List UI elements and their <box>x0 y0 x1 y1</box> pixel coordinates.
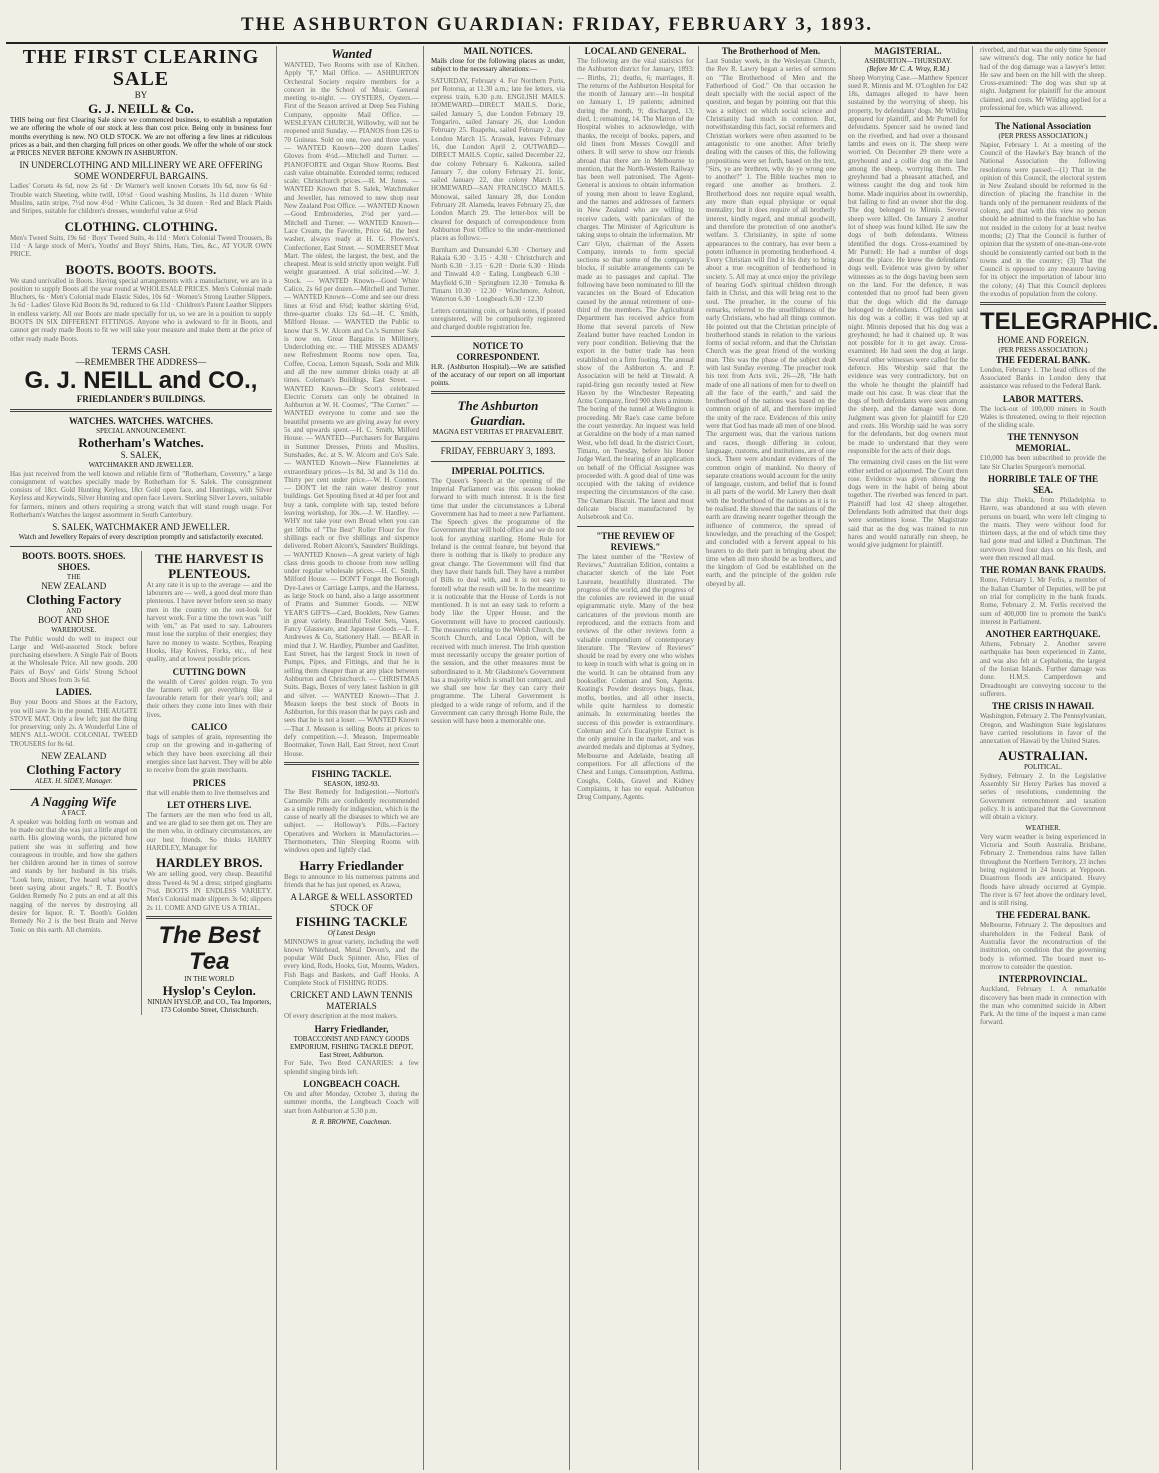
harvest-heading: THE HARVEST IS PLENTEOUS. <box>155 550 264 581</box>
column-3 <box>427 46 570 1470</box>
mail-intro: Mails close for the following places as under, subject to the necessary alterations:— <box>431 57 565 74</box>
coach-body: On and after Monday, October 3, during the summer months, the Longbeach Coach will start from Ashburton at 5.30 p.m. <box>284 1090 419 1115</box>
political: POLITICAL. <box>1024 763 1062 772</box>
column-4 <box>573 46 699 1470</box>
boot-shoe-label: BOOT AND SHOE <box>38 615 110 626</box>
telegraphic: TELEGRAPHIC. <box>980 308 1159 336</box>
clothing-list: Men's Tweed Suits, 19s 6d · Boys' Tweed Suits, 4s 11d · Men's Colonial Tweed Trousers, 8s 11d · A large stock of Men's, Youths' and Boys' Shirts, Hats, Ties, &c., AT YOUR OWN PRICE. <box>10 233 272 259</box>
fishing-tackle-heading: FISHING TACKLE. <box>311 768 392 779</box>
brotherhood-heading: The Brotherhood of Men. <box>721 46 821 56</box>
salek-sub: Watch and Jewellery Repairs of every description promptly and satisfactorily executed. <box>18 533 264 542</box>
column-6 <box>844 46 973 1470</box>
interprov-body: Auckland, February 1. A remarkable discovery has been made in connection with the man who committed suicide in Albert Park. At the time of the inquest a man came forward. <box>980 985 1106 1027</box>
brotherhood-body: Last Sunday week, in the Wesleyan Church, the Rev R. Lawry began a series of sermons on "The Brotherhood of Men and the Fatherhood of God." On that occasion he dealt specially with the social aspect of the question, and began by pointing out that this was a subject on which social science and Christianity had much in common. But, notwithstanding this fact, social reformers and Christian workers were often assumed to be antagonistic to one another. After briefly dealing with the causes of this, the following propositions were set forth, based on the text, "Sirs, ye are brethren, why do ye wrong one to another?" 1. The Bible teaches men to regard one another as brothers. 2. Brotherhood does not require equal wealth, any more than equal physique or equal mentality; but it does require of all brotherly interest, kindly regard, and mutual goodwill, and therefore the protection of one another's welfare. 3. Christianity, in spite of some appearances to the contrary, has ever been a potent influence in promoting brotherhood. 4. Every Christian will find it his duty to bring about a true recognition of brotherhood in society. 5. All may at once enjoy the privilege of hearing God's spiritual children through faith in Christ, and this will bring rest to the soul. The preacher, in the course of his remarks, referred to the unselfishness of the early Christians, who had all things common. He pointed out that the Christian principle of brotherhood stands in relation to the various forms of social reform, and that the Christian Church was the great friend of the working man. This was the phase of the subject dealt with last Sunday evening. The preacher took his text from Acts xvii., 26—28, "He hath made of one all nations of men for to dwell on all the face of the earth," and said the brotherhood of the nations was based on the common origin of all, and therefore implied the unity of the race. Evidences of this unity were that God has made all men of one blood. The argument was, that the various nations and races, though differing in colour, language, customs, and institutions, are of one stock. There were abundant evidences of the common origin of mankind. No theory of separate creations would account for the unity of language, custom, and belief that is found in all parts of the world. Mr Lawry then dealt with the brotherhood of the nations as it is to be realised. He showed that the nations of the earth are drawing nearer together through the influence of commerce, the spread of knowledge, and the preaching of the Gospel; and concluded with a fervent appeal to his hearers to do their part in bringing about the time when all men should be as brothers, and the kingdom of God be established on the earth, and the principle of the golden rule obeyed by all. <box>706 57 836 588</box>
tennyson-body: £10,000 has been subscribed to provide the late Sir Charles Spurgeon's memorial. <box>980 454 1106 471</box>
weather-body: Very warm weather is being experienced in Victoria and South Australia. Brisbane, February 2. Tremendous rains have fallen throughout the Northern Territory, 23 inches being registered in 24 hours at Yeppoon. Disastrous floods are anticipated. Heavy floods have already occurred at Gympie. The river is 67 feet above the ordinary level, and is still rising. <box>980 832 1106 908</box>
before-magistrate: (Before Mr C. A. Wray, R.M.) <box>866 65 950 74</box>
longbeach-coach: LONGBEACH COACH. <box>303 1079 400 1090</box>
harry-friedlander-2: Harry Friedlander, <box>314 1023 389 1034</box>
prices-body: that will enable them to live themselves and <box>146 788 270 797</box>
clothing-factory-heading-2: Clothing Factory <box>26 762 122 778</box>
rotherham-watches: Rotherham's Watches. <box>78 435 204 451</box>
best-remedy-ad: The Best Remedy for Indigestion.—Norton's Camomile Pills are confidently recommended as a simple remedy for indigestion, which is the cause of nearly all the diseases to which we are subject. — Holloway's Pills.—Factory Operatives and Workers in Manufactories.—Thermometers, Thin Sleeping Rooms with windows open and lightly clad. <box>284 788 419 855</box>
federal-bank: THE FEDERAL BANK. <box>995 354 1091 365</box>
boots-list: We stand unrivalled in Boots. Having special arrangements with a manufacturer, we are in a position to supply Boots all the year round at WHOLESALE PRICES. Men's Colonial made Bluchers, 6s · Men's Colonial made Elastic Sides, 10s 6d · Women's Strong Leather Slippers, 3s 6d · Ladies' Glove Kid Boots 8s 9d, reduced to 6s 11d · Children's Patent Leather Slippers in endless variety. All our Boots are made specially for us, so we are in a position to supply BOOTS IN SIX DIFFERENT FITTINGS. Anyone who is awkward to fit in Boots, and cannot get ready made Boots to fit we will take your measure and make them at the price of other ready made Boots. <box>10 276 272 343</box>
special-announcement: SPECIAL ANNOUNCEMENT. <box>96 426 186 435</box>
nz-label-2: NEW ZEALAND <box>41 751 107 762</box>
masthead-title: THE ASHBURTON GUARDIAN: FRIDAY, FEBRUARY 3, 1893. <box>240 14 874 35</box>
salek-name: S. SALEK, <box>120 450 162 461</box>
labor-matters: LABOR MATTERS. <box>1002 393 1084 404</box>
hardley-bros: HARDLEY BROS. <box>156 855 263 871</box>
factory-manager: ALEX. H. SIDEY, Manager. <box>35 777 113 786</box>
masthead-rule <box>6 42 1108 44</box>
tennyson-memorial: THE TENNYSON MEMORIAL. <box>1007 432 1079 454</box>
column-7 <box>976 46 1159 1470</box>
horrible-body: The ship Thekla, from Philadelphia to Havre, was abandoned at sea with eleven persons on board, who were left clinging to the masts. They were without food for thirteen days, at the end of which time they had gone mad and killed a Dutchman. The survivors lived four days on his flesh, and were then rescued all mad. <box>980 495 1106 563</box>
bargain-list: Ladies' Corsets 4s 6d, now 2s 6d · Dr Warner's well known Corsets 10s 6d, now 6s 6d · Trouble watch Sheeting, white twill, 10½d · Good washing Muslins, 3s 11d dozen · White Muslins, satin stripe, 7½d now 4½d · White Calicoes, 3s 3d dozen · Red and Black Plaids and Stripes, suitable for children's dresses, wonderful value at 6½d <box>10 182 272 216</box>
interprovincial: INTERPROVINCIAL. <box>998 974 1088 985</box>
calico-body: bags of samples of grain, representing the crop on the growing and in-gathering of which they have been exercising all their energies since last harvest. They will be able to receive from the grain merchants. <box>146 733 272 775</box>
wanted-heading: Wanted <box>331 46 372 61</box>
press-association-2: (PER PRESS ASSOCIATION.) <box>998 346 1088 355</box>
national-association: The National Association <box>994 121 1091 132</box>
column-1 <box>6 46 277 1470</box>
magisterial-body: Sheep Worrying Case.—Matthew Spencer sued R. Minnis and M. O'Loghlen for £42 18s, damages alleged to have been sustained by the worrying of sheep, his property, by defendants' dogs. Mr Wilding appeared for plaintiff, and Mr Purnell for defendants. Spencer said he owned land on the riverbed, and had over a thousand lambs and ewes on it. The sheep were worried. On December 29 there were a greyhound and a collie dog on the land among the sheep, worrying them. The greyhound had a pheasant attached, and witness caught the dog and took him home. Made inquiries about its ownership, but failing to find an owner shot the dog. The dog belonged to Minnis. Several sheep were killed. On January 2 another lot of sheep was found killed. He saw the dogs of both defendants. Witness identified the dogs. Cross-examined by Mr Purnell: He had a number of dogs about the place. He knew the defendants' dogs well. Evidence was given by other witnesses as to the dogs having been seen on the land. For the defence, it was contended that no proof had been given that the dogs which did the damage belonged to defendants. O'Loghlen said his dog was a collie; it was tied up at night. Minnis deposed that his dog was a greyhound; he had it chained up. It was not possible for it to get away. Cross-examined: He had seen the dog at large. Several other witnesses were called for the defence. His Worship said that the evidence was very contradictory, but on the whole he thought the plaintiff had made out his case. It was clear that the dogs of both defendants were seen among the sheep, and the damage was done. Judgment was given for plaintiff for £20 and costs. His Worship said he was sorry for the defendants, but dog owners must be made to understand that they were responsible for the acts of their dogs. <box>848 73 968 455</box>
sale-firm: G. J. NEILL & Co. <box>88 101 194 116</box>
terms-cash: TERMS CASH. <box>111 345 171 356</box>
cutting-down: CUTTING DOWN <box>172 666 246 677</box>
ladies-heading: LADIES. <box>55 687 92 698</box>
boots-heading: BOOTS. BOOTS. BOOTS. <box>65 261 217 277</box>
magisterial-body-2: The remaining civil cases on the list were either settled or adjourned. The Court then rose. Evidence was given showing the dogs were in the habit of being about together. The riverbed was fenced in part. Plaintiff had lost 42 sheep altogether. Defendants both admitted that their dogs were sometimes loose. The Magistrate said that as the dog was trained to run hares and would naturally run sheep, he would give judgment for plaintiff. <box>848 458 968 550</box>
remember-address: —REMEMBER THE ADDRESS— <box>75 356 207 367</box>
column-2 <box>280 46 424 1470</box>
salek-sign: S. SALEK, WATCHMAKER AND JEWELLER. <box>52 522 230 533</box>
best-tea: The Best Tea <box>158 921 260 975</box>
large-stock: A LARGE & WELL ASSORTED STOCK OF <box>290 892 413 914</box>
browne-coachman: R. R. BROWNE, Coachman. <box>311 1117 392 1126</box>
federal-bank-2: THE FEDERAL BANK. <box>995 910 1091 921</box>
another-earthquake: ANOTHER EARTHQUAKE. <box>985 629 1101 640</box>
notice-correspondent: NOTICE TO CORRESPONDENT. <box>456 340 540 362</box>
clothing-factory-heading: Clothing Factory <box>26 591 122 607</box>
a-fact: A FACT. <box>61 809 87 818</box>
column-5 <box>702 46 841 1470</box>
political-body: Sydney, February 2. In the Legislative Assembly Sir Henry Parkes has moved a series of resolutions, condemning the Government retrenchment and taxation policy. It is anticipated that the Government will obtain a victory. <box>980 771 1106 822</box>
local-general-heading: LOCAL AND GENERAL. <box>584 46 687 56</box>
firm-name-big: G. J. NEILL and CO., <box>24 366 258 394</box>
factory-body: The Public would do well to inspect our Large and Well-assorted Stock before purchasing elsewhere. A Single Pair of Boots at the Wholesale Price. All new goods. 200 Pairs of Boys' and Girls' Strong School Boots and Shoes from 3s 6d. <box>10 634 138 684</box>
national-body: Napier, February 1. At a meeting of the Council of the Hawke's Bay branch of the National Association the following resolutions were passed:—(1) That in the opinion of this Council, the electoral system in New Zealand should be reformed in the direction of placing the franchise in the hands only of the permanent residents of the colony, and that with this view no person should be admitted to the franchise who has not resided in the colony for at least twelve months; (2) That the Council is further of opinion that the system of one-man-one-vote should be consistently carried out both in the towns and in the country; (3) That the Council is opposed to any measure having for its object the importation of labour into the colony; (4) That this Council deplores the exodus of population from the colony. <box>980 140 1106 299</box>
fishing-tackle-big: FISHING TACKLE <box>295 914 408 930</box>
correspondent-body: H.R. (Ashburton Hospital).—We are satisfied of the accuracy of our report on all important points. <box>431 362 565 388</box>
nz-label: NEW ZEALAND <box>41 580 107 591</box>
press-association: (PER PRESS ASSOCIATION.) <box>998 132 1088 141</box>
motto: MAGNA EST VERITAS ET PRAEVALEBIT. <box>432 428 564 437</box>
let-others-live: LET OTHERS LIVE. <box>167 799 252 810</box>
hyslop-address: NINIAN HYSLOP, and CO., Tea Importers, 173 Colombo Street, Christchurch. <box>147 998 272 1015</box>
fishing-season: SEASON, 1892-93. <box>323 779 380 788</box>
wanted-ads: WANTED, Two Rooms with use of Kitchen. Apply "F," Mail Office. — ASHBURTON Orchestral Society require members for a concert in the School of Music. General meeting to-night. — OYSTERS, Oysters.—First of the Season arrived at Deep Sea Fishing Company, opposite Mail Office. — WESLEYAN CHURCH, Willowby, will not be reopened until Sunday. — PIANOS from £26 to 70 Guineas. Sold on one, two and three years. — WANTED Known—200 dozen Ladies' Gloves from 4½d.—Mitchell and Turner. — PIANOFORTE and Organ Show Rooms. Best cash value obtainable. Extended terms; reduced scale; Christchurch prices.—H. M. Jones. — WANTED Known that S. Salek, Watchmaker and Jeweller, has removed to new shop near New Zealand Post Office. — WANTED Known—Good Embroideries, 2½d per yard.—Mitchell and Turner. — WANTED Known—Lace Cream, the Favorite, Price 6d, the best washer, always ready at H. G. Flowers's, Confectioner, East Street. — SOMERSET Meat Mart. The oldest, the largest, the best, and the cheapest. Meat is sold strictly upon weight. Full weight guaranteed. A trial solicited.—W. J. Stock. — WANTED Known—Good White Calico, 2s 6d per dozen.—Mitchell and Turner. — WANTED Known—Come and see our dress lines at 6½d and 6¾d; leather skirting 6½d, three-quarter cloaks 12s 6d.—H. C. Smith, Milford House. — WANTED the Public to know that S. W. Alcorn and Co.'s Summer Sale is now on. Great Bargains in Millinery, Underclothing etc. — THE MISSES ADAMS' new Refreshment Rooms now open. Tea, Coffee, Cocoa, Lemon Squash, Soda and Milk and all the new summer drinks ready at all times. Coleman's Buildings, East Street. — WANTED Known—Dr Scott's celebrated Electric Corsets can only be obtained in Ashburton at W. H. Coomes', "The Corner." — WANTED everyone to come and see the beautiful presents we are giving away for every 5s and upwards spent.—H. C. Smith, Milford House. — WANTED—Purchasers for Bargains in Summer Dresses, Prints and Muslins, Sunshades, &c. at S. W. Alcorn and Co's Sale. — WANTED Known—New Flannelettes at extraordinary prices—1s 8d, 3d and 3s 11d do. Thirty per cent under price.—W. H. Coomes. — DON'T let the rain water destroy your buildings. Get Spouting fixed at 4d per foot and buy a tank, complete with tap, tested before leaving workshop, for 30s.—J. W. Hardley. — WHY not take your own Bread when you can get 50lbs of "The Best" Roller Flour for five shillings each or five shillings and sixpence delivered. Robert Alcorn's, Saunders' Buildings. — WANTED Known—A great variety of high class dress goods to choose from now selling under regular wholesale prices.—H. C. Smith, Milford House. — DON'T Forget the Borough Dye-Laws or Carriage Lamps, and the Harness, as large Stock on hand, also a large assortment of Prams and Summer Goods. — NEW YEAR'S GIFTS—Card, Booklets, New Games in great variety. Beautiful Toilet Sets, Vases, Fancy Glassware, and Japanese Goods.—L. F. Andrewes & Co, Stationery Hall. — BEAR in mind that J. W. Hardley, Plumber and Gasfitter, East Street, has the largest Stock in town of Pumps, Pipes, and Fittings, and that he is selling them cheaper than at any place between Ashburton and Christchurch. — CHRISTMAS Suits. Bags, Boxes of very latest fashion in gilt and silver. — WANTED Known—That J. Meason keeps the best stock of Boots in Ashburton, for this reason that he pays cash and sees that he is not a loser. — WANTED Known—That J. Meason is selling Boots at prices to defy competition.—J. Meason, Impermeable Bootmaker, Town Hall, East Street, next Court House. <box>284 61 419 758</box>
review-body: The latest number of the "Review of Reviews," Australian Edition, contains a character sketch of the late Poet Laureate, beautifully illustrated. The progress of the world, and the progress of the colonies are reviewed in the usual epigrammatic style. Many of the best caricatures of the previous month are reproduced, and the extracts from and reviews of the other reviews form a valuable compendium of contemporary literature. The "Review of Reviews" should be read by every one who wishes to keep in touch with what is going on in the world. It can be obtained from any bookseller. Coleman and Son, Agents. Keating's Powder destroys bugs, fleas, moths, beetles, and all other insects, while quite harmless to domestic animals. In exterminating beetles the success of this powder is extraordinary. Coleman and Co's Eucalypte Extract is the only genuine in the market, and was awarded medals and diplomas at Sydney, Melbourne and Adelaide, beating all competitors. For all affections of the Chest and Lungs, Consumption, Asthma, Coughs, Colds, Gravel and Kidney Complaints, it has no equal. Ashburton Drug Company, Agents. <box>577 552 694 802</box>
divider <box>10 409 272 412</box>
prices-heading: PRICES <box>192 777 226 788</box>
calico-heading: CALICO <box>191 722 228 733</box>
magisterial-heading: MAGISTERIAL. <box>874 46 942 56</box>
imperial-body: The Queen's Speech at the opening of the Imperial Parliament was this season looked forward to with much interest. It is the first time that under the circumstances a Liberal Government has had to meet a new Parliament. The Speech gives the programme of the Government that will hold office and we do not look for anything startling. Home Rule for Ireland is the central feature, but beyond that there is nothing that is likely to produce any great change. The Government will find that they have their hands full. They have a number of Bills to deal with, and it is not easy to foretell what the result will be. In the meantime it is noticeable that the House of Lords is not mentioned. It is not an easy task to reform a body like the Upper House, and the Government will have to proceed cautiously. The measures relating to the Welsh Church, the Scotch Church, and Local Option, will be received with much interest. The Irish question must necessarily occupy the greater portion of the session, and the other measures must be subordinated to it. Mr Gladstone's Government has a majority which is small but compact, and we shall see how far they can carry their programme. The Liberal Government is pledged to a wide range of reform, and if the Government can carry through Home Rule, the session will have been a memorable one. <box>431 476 565 726</box>
weather: WEATHER. <box>1025 824 1061 833</box>
horrible-tale: HORRIBLE TALE OF THE SEA. <box>988 473 1098 495</box>
masthead <box>0 0 1114 44</box>
ashburton-thursday: ASHBURTON—THURSDAY. <box>864 57 952 65</box>
underclothing-heading: IN UNDERCLOTHING AND MILLINERY WE ARE OFFERING SOME WONDERFUL BARGAINS. <box>19 160 263 182</box>
canaries-ad: For Sale, Two Bred CANARIES: a few splendid singing birds left. <box>284 1059 419 1076</box>
hardley-body: We are selling good, very cheap. Beautiful dress Tweed 4s 9d a dress; striped ginghams 7½d. BOOTS IN ENDLESS VARIETY. Men's Colonial made slippers 3s 6d; slippers 2s 11. COME AND GIVE US A TRIAL. <box>146 870 272 912</box>
friedlander-list: MINNOWS in great variety, including the well known Whitehead, Metal Devon's, and the popular Wild Duck Spinner. Also, Flies of every kind, Rods, Hooks, Gut, Mounts, Waders, Fish Bags and Baskets, and Gaff Hooks. A Complete Stock of FISHING RODS. <box>284 937 419 987</box>
federal2-body: Melbourne, February 2. The depositors and shareholders in the Federal Bank of Australia favor the reconstruction of the institution, on condition that the governing body is reformed. The board meet to-morrow to consider the question. <box>980 921 1106 971</box>
and-label: AND <box>66 606 82 615</box>
boots-shoes-heading: BOOTS. BOOTS. SHOES. SHOES. <box>22 550 126 572</box>
ashburton-guardian: The Ashburton Guardian. <box>457 398 539 429</box>
federal-body: London, February 1. The head offices of the Associated Banks in London deny that assistance was refused to the Federal Bank. <box>980 365 1106 391</box>
friedlanders-buildings: FRIEDLANDER'S BUILDINGS. <box>76 393 206 404</box>
salek-trade: WATCHMAKER AND JEWELLER. <box>88 461 194 470</box>
review-of-reviews: "THE REVIEW OF REVIEWS." <box>596 530 675 552</box>
labor-body: The lock-out of 100,000 miners in South Wales is threatened, owing to their rejection of the sliding scale. <box>980 404 1106 430</box>
latest-design: Of Latest Design <box>327 929 376 938</box>
warehouse-label: WAREHOUSE. <box>51 626 97 635</box>
crisis-hawaii: THE CRISIS IN HAWAII. <box>991 701 1095 712</box>
australian: AUSTRALIAN. <box>998 748 1088 764</box>
nagging-wife-heading: A Nagging Wife <box>31 794 117 810</box>
mail-notes: Letters containing coin, or bank notes, if posted unregistered, will be compulsorily registered and charged double registration fee. <box>431 306 565 332</box>
harry-friedlander: Harry Friedlander <box>299 857 404 873</box>
the-label: THE <box>66 572 81 581</box>
roman-bank-frauds: THE ROMAN BANK FRAUDS. <box>980 565 1106 576</box>
tobacconist: TOBACCONIST AND FANCY GOODS EMPORIUM, FISHING TACKLE DEPOT, East Street, Ashburton. <box>289 1034 414 1060</box>
local-body: The following are the vital statistics for the Ashburton district for January, 1893:— Births, 21; deaths, 6; marriages, 8. The returns of the Ashburton Hospital for the month of January are:—In hospital on January 1, 19 patients; admitted during the month, 9; discharged, 13; died, 1; remaining, 14. The Matron of the Hospital wishes to acknowledge, with thanks, the receipt of books, papers, and old linen from Messrs Cowgill and others. It will serve to show our friends abroad that there are in Melbourne to mention, that the North-Western Railway has been well patronised. The Agent-General is anxious to obtain information of young men about to leave England, and the names and addresses of farmers in New Zealand who are willing to receive cadets, with particulars of the charges. The Minister of Agriculture is taking steps to obtain the information. Mr Carr Glyn, chairman of the Assets Company, intends to form special sections so that some of the company's blocks, if suitable arrangements can be made as to passages and capital. The following have been nominated to fill the vacancies on the Board of Education caused by the annual retirement of one-third of the members. The Agricultural Department has received advice from Home that several parcels of New Zealand butter have reached London in very poor condition. Believing that the export in the butter trade has been established on a firm footing. The annual show of the Ashburton A. and P. Association will be held at Tinwald. A rapid-firing gun recently tested at New Haven by the Winchester Repeating Arms Company, fired 900 shots a minute. The boring of the tunnel at Wellington is proceeding. Mr Rae's case came before the court yesterday. An inquest was held at Geraldine on the body of a man named West, who fell dead. In the district Court, Timaru, on Tuesday, before his Honor Judge Ward, the hearing of an application on behalf of the Official Assignee was proceeded with. A good deal of time was occupied with the taking of evidence respecting the circumstances of the case. The Oamaru Biscuit. The latest and most delicate biscuit manufactured by Aulsebrook and Co. <box>577 57 694 522</box>
issue-date: FRIDAY, FEBRUARY 3, 1893. <box>440 445 556 456</box>
harvest-body: At any rate it is up to the average — and the labourers are — well, a good deal more than plenteous. I have never before seen so many men in the country on the out-look for harvest work. For a time the town was "stiff with 'em," as Pat used to say. Labourers must lose the surplus of their energies; they have no money to waste. Scythes, Reaping Hooks, Hay Knives, Forks, etc., of best quality, and at lowest possible prices. <box>146 580 272 664</box>
earthquake-body: Athens, February 2. Another severe earthquake has been experienced in Zante, and was also felt at Cephalonia, the largest of the Ionian Islands. Further damage was done. H.M.S. Camperdown and Dreadnought are conveying succour to the sufferers. <box>980 640 1106 698</box>
sale-intro: THIS being our first Clearing Sale since we commenced business, to establish a reputation we are offering the whole of our stock at less than cost price. Being only in business four months everything is new. NO OLD STOCK. We are not offering a few lines at ridiculous prices as a bait, and then charging full prices on other goods. We offer the whole of our stock at PRICES NEVER BEFORE KNOWN IN ASHBURTON. <box>10 116 272 158</box>
magisterial-continued: riverbed, and that was the only time Spencer saw witness's dog. The only notice he had had of the dog damage was a lawyer's letter. He saw and been on the hill with the sheep. Cross-examined: The dog was shut up at night. Judgment for plaintiff for the amount claimed, and costs. Mr Wilding applied for a professional fee, which was allowed. <box>980 46 1106 113</box>
sale-by: BY <box>134 90 148 100</box>
mail-times: Burnham and Dunsandel 6.30 · Chertsey and Rakaia 6.30 · 3.15 · 4.30 · Christchurch and North 6.30 · 3.15 · 6.20 · Dorie 6.30 · Hinds and Tinwald 4.0 · Ealing, Longbeach 6.30 · Mayfield 6.30 · Springburn 12.30 · Temuka & Timaru 10.30 · 12.30 · Winchmore, Ashton, Waterton 6.30 · Longbeach 6.30 · 12.30 <box>431 245 565 304</box>
mail-notices-heading: MAIL NOTICES. <box>463 46 533 56</box>
sale-title: THE FIRST CLEARING SALE <box>22 46 260 90</box>
hyslops-ceylon: Hyslop's Ceylon. <box>162 983 256 999</box>
watches-heading: WATCHES. WATCHES. WATCHES. <box>69 415 213 426</box>
nagging-body: A speaker was holding forth on woman and he made out that she was just a little angel on earth. His glowing words, the pictured how patient she was in suffering and how courageous in trouble, and how she gathers her children around her in times of sorrow and stands by her husband in his trials. "Look here, mister, I've heard what you've been saying about angels." R. T. Booth's Golden Remedy No 2 puts an end at all this nagging of the nerves by destroying all desire for liquor. R. T. Booth's Golden Remedy No 2 is the best Brain and Nerve Tonic on this earth. All chemists. <box>10 817 138 934</box>
roman-body: Rome, February 1. Mr Ferlis, a member of the Italian Chamber of Deputies, will be put on trial for complicity in the bank frauds. Rome, February 2. M. Ferlis received the sum of 400,000 lire to promote the bank's interest in Parliament. <box>980 576 1106 626</box>
imperial-politics: IMPERIAL POLITICS. <box>451 465 545 476</box>
clothing-heading: CLOTHING. CLOTHING. <box>64 218 218 234</box>
salek-body: Has just received from the well known and reliable firm of "Rotherham, Coventry," a large consignment of watches specially made by Rotherham for S. Salek. The consignment consists of 18ct. Gold Hunting Keyless, 18ct Gold open face, and Huntings, with Silver Keyless and Keywinds, Silver Hunting and open face Levers. Sterling Silver Levers, suitable for farmers, miners and others requiring a strong watch that will stand rough usage. For Rotherham's Watches the largest assortment in South Canterbury. <box>10 469 272 520</box>
cricket-materials: CRICKET AND LAWN TENNIS MATERIALS <box>290 990 413 1012</box>
let-others-body: The farmers are the men who feed us all, and we are glad to see them get on. They are the men who, in ordinary circumstances, are our best friends. So thinks HARRY HARDLEY, Manager for <box>146 810 272 853</box>
hawaii-body: Washington, February 2. The Pennsylvanian, Oregon, and Washington State legislatures have carried resolutions in favor of the annexation of Hawaii by the United States. <box>980 712 1106 746</box>
home-foreign: HOME AND FOREIGN. <box>997 335 1089 346</box>
friedlander-intro: Begs to announce to his numerous patrons and friends that he has just opened, ex Arawa, <box>284 872 419 889</box>
cutting-body: the wealth of Ceres' golden reign. To you the farmers will get everything like a favourable return for their year's toil; and their others they come into lines with their lives. <box>146 677 272 719</box>
ladies-body: Buy your Boots and Shoes at the Factory, you will save 3s in the pound. THE AUGITE STOVE MAT. Only a few left; just the thing for preserving; only 2s. A Wonderful Line of MEN'S ALL-WOOL COLONIAL TWEED TROUSERS for 8s 6d. <box>10 698 138 748</box>
cricket-body: Of every description at the most makers. <box>284 1012 398 1021</box>
mail-schedule: SATURDAY, February 4. For Northern Ports, per Rotorua, at 11.30 a.m.; late fee letters, via express train, 6.30 p.m. ENGLISH MAILS. HOMEWARD—DIRECT MAILS. Doric, sailed January 5, due London February 19. Tongariro, sailed January 26, due London February 25. Ruapehu, sailed February 2, due London March 15. Arawak, leaves February 16, due London April 2. OUTWARD—DIRECT MAILS. Coptic, sailed December 22, due colony February 6. Kaikoura, sailed January 7, due colony February 21. Ionic, sailed January 22, due colony March 15. HOMEWARD—SAN FRANCISCO MAILS. Monowai, sailed January 28, due London February 28. Alameda, leaves February 25, due London March 29. The letter-box will be cleared for despatch of correspondence from Ashburton Post Office to the under-mentioned places as follows:— <box>431 76 565 243</box>
in-the-world: IN THE WORLD <box>184 974 235 983</box>
